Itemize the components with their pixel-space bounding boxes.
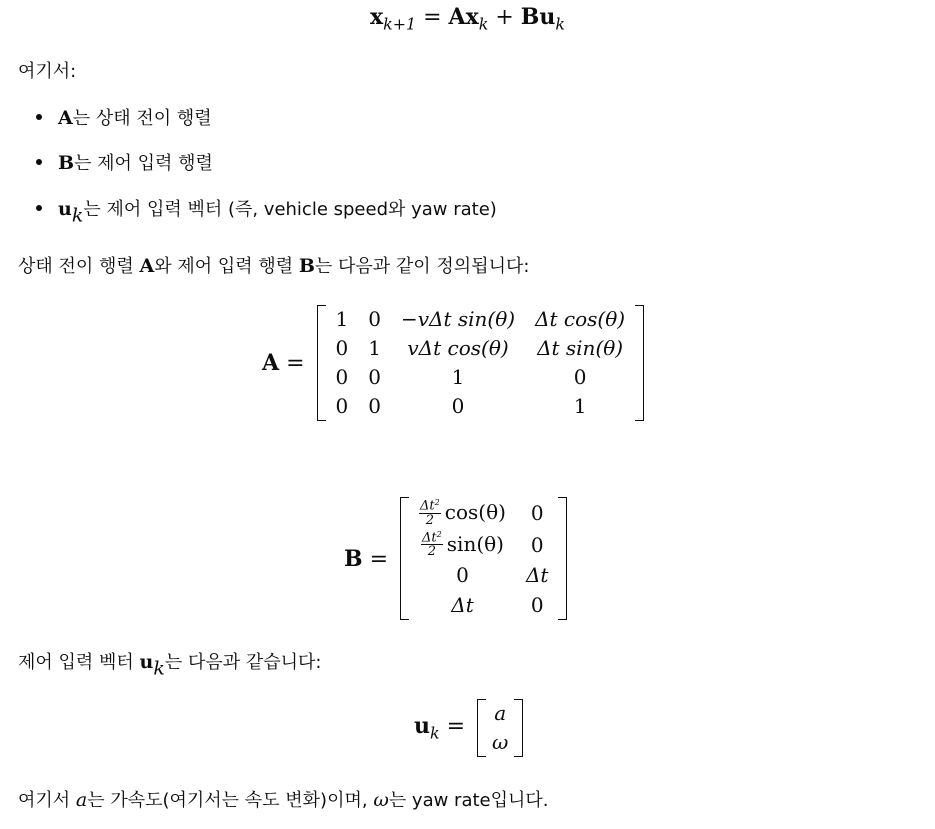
- eq-B: B: [520, 4, 540, 30]
- matrix-B-cell: Δt: [525, 563, 549, 588]
- matrix-A-cell: 0: [368, 394, 381, 418]
- right-bracket: [514, 699, 523, 757]
- matrix-B-cell: Δt: [451, 593, 474, 618]
- matrix-B-cell: $\frac{\Delta t^2}{2}$ cos(θ): [420, 498, 506, 528]
- para-def-B: B: [298, 255, 315, 277]
- para-def-part1: 상태 전이 행렬: [18, 256, 140, 277]
- matrix-A-cell: 1: [451, 365, 465, 389]
- matrix-A-cell: 0: [368, 307, 381, 331]
- eq-u: u: [539, 4, 556, 30]
- eq-plus: +: [495, 5, 514, 30]
- vector-u-cell: ω: [492, 730, 509, 754]
- right-bracket: [635, 305, 644, 421]
- para-last-part3: 는 yaw rate입니다.: [388, 790, 549, 811]
- para-last-a: a: [75, 789, 88, 811]
- bullet-A: [36, 104, 212, 130]
- para-last-omega: ω: [373, 789, 389, 811]
- matrix-A-label: A =: [262, 350, 305, 376]
- fraction: $\frac{\Delta t^2}{2}$: [420, 498, 440, 528]
- matrix-A-cell: 0: [335, 365, 349, 389]
- matrix-B-cell: 0: [530, 593, 544, 618]
- matrix-A-cell: Δt cos(θ): [535, 307, 626, 331]
- matrix-A-cell: 0: [451, 394, 465, 418]
- para-last-part2: 는 가속도(여기서는 속도 변화)이며,: [87, 790, 374, 811]
- bullet-B-text: 는 제어 입력 행렬: [74, 153, 213, 174]
- fraction: $\frac{\Delta t^2}{2}$: [422, 530, 442, 560]
- para-u-part2: 는 다음과 같습니다:: [164, 652, 322, 673]
- vector-u: [486, 699, 514, 757]
- matrix-A-cell: 1: [335, 307, 349, 331]
- intro-text: 여기서:: [18, 61, 77, 82]
- matrix-B-cell: 0: [530, 500, 544, 525]
- bullet-u: [36, 195, 497, 227]
- bullet-dot: [36, 205, 42, 211]
- eq-x: x: [465, 4, 479, 30]
- matrix-A-cell: 0: [573, 365, 587, 389]
- left-bracket: [477, 699, 486, 757]
- matrix-B-cell: 0: [530, 532, 544, 557]
- matrix-B-label: B =: [344, 545, 389, 572]
- vector-u-equation: [414, 699, 523, 757]
- matrix-A-cell: 0: [368, 365, 381, 389]
- para-def-A: A: [139, 255, 155, 277]
- eq-A: A: [448, 4, 466, 30]
- vector-u-cell: a: [494, 701, 507, 725]
- para-control-input: [18, 651, 321, 680]
- matrix-A-cell: Δt sin(θ): [537, 336, 624, 360]
- bullet-B-symbol: B: [58, 152, 75, 174]
- eq-lhs-sub: k+1: [383, 14, 417, 34]
- matrix-B-equation: [344, 497, 567, 620]
- matrix-A-cell: −vΔt sin(θ): [400, 307, 516, 331]
- bullet-A-text: 는 상태 전이 행렬: [72, 108, 212, 129]
- para-last-part1: 여기서: [18, 790, 76, 811]
- left-bracket: [317, 305, 326, 421]
- bullet-u-text: 는 제어 입력 벡터 (즉, vehicle speed와 yaw rate): [83, 199, 497, 220]
- matrix-A-cell: 0: [335, 336, 349, 360]
- bullet-dot: [36, 159, 42, 165]
- matrix-A-equation: [262, 305, 644, 421]
- para-definition: [18, 255, 529, 278]
- left-bracket: [400, 497, 409, 620]
- para-u-part1: 제어 입력 벡터: [18, 652, 140, 673]
- state-equation: [0, 4, 935, 34]
- matrix-A-cell: vΔt cos(θ): [407, 336, 509, 360]
- eq-equals: =: [423, 5, 442, 30]
- bullet-dot: [36, 114, 42, 120]
- para-u-symbol: u: [139, 651, 154, 673]
- right-bracket: [558, 497, 567, 620]
- matrix-A: [326, 305, 636, 421]
- matrix-A-cell: 1: [573, 394, 587, 418]
- matrix-B: [409, 497, 558, 620]
- para-u-sub: k: [153, 657, 165, 680]
- para-def-part3: 는 다음과 같이 정의됩니다:: [314, 256, 530, 277]
- matrix-A-cell: 1: [368, 336, 381, 360]
- matrix-B-cell: $\frac{\Delta t^2}{2}$ sin(θ): [422, 530, 504, 560]
- matrix-A-cell: 0: [335, 394, 349, 418]
- vector-u-label: $u_k$ =: [414, 713, 466, 743]
- eq-x-sub: k: [478, 14, 489, 34]
- para-last: [18, 789, 549, 812]
- matrix-B-cell: 0: [456, 563, 469, 588]
- bullet-B: [36, 149, 213, 175]
- bullet-u-symbol: u: [58, 198, 72, 220]
- para-def-part2: 와 제어 입력 행렬: [154, 256, 299, 277]
- eq-lhs-x: x: [370, 4, 384, 30]
- bullet-A-symbol: A: [58, 107, 73, 129]
- eq-u-sub: k: [555, 14, 565, 34]
- bullet-u-sub: k: [71, 204, 84, 227]
